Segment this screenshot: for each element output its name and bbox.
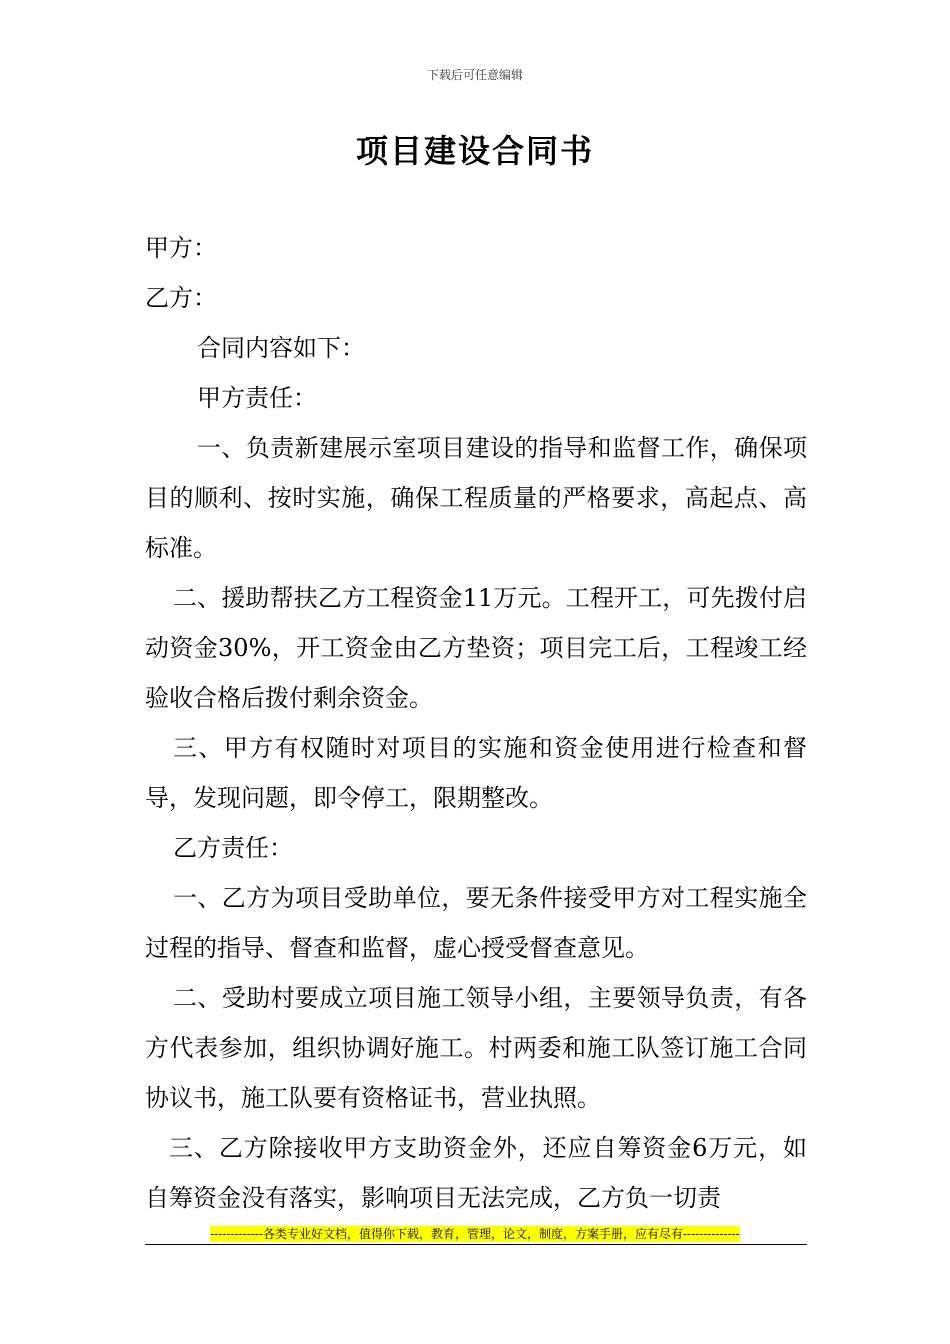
footer-divider: [145, 1244, 807, 1245]
intro-line: 合同内容如下：: [197, 334, 365, 362]
party-a-clause-2: 二、援助帮扶乙方工程资金11万元。工程开工，可先拨付启动资金30%，开工资金由乙方垫资；项目完工后，工程竣工经验收合格后拨付剩余资金。: [145, 584, 807, 712]
party-b-clause-3: 三、乙方除接收甲方支助资金外，还应自筹资金6万元，如自筹资金没有落实，影响项目无法完成，乙方负一切责: [145, 1134, 807, 1212]
party-a-responsibility-heading: 甲方责任：: [197, 384, 317, 412]
party-b-clause-2: 二、受助村要成立项目施工领导小组，主要领导负责，有各方代表参加，组织协调好施工。村两委和施工队签订施工合同协议书，施工队要有资格证书，营业执照。: [145, 984, 807, 1112]
party-a-clause-3: 三、甲方有权随时对项目的实施和资金使用进行检查和督导，发现问题，即令停工，限期整改。: [145, 734, 807, 812]
header-note: 下载后可任意编辑: [426, 68, 523, 82]
party-b-clause-1: 一、乙方为项目受助单位，要无条件接受甲方对工程实施全过程的指导、督查和监督，虚心授受督查意见。: [145, 884, 807, 962]
document-body: [145, 223, 807, 1223]
party-b-responsibility-heading: 乙方责任：: [173, 834, 293, 862]
party-b-line: 乙方：: [145, 284, 217, 312]
footer-banner: [0, 1225, 950, 1242]
party-a-clause-1: 一、负责新建展示室项目建设的指导和监督工作，确保项目的顺利、按时实施，确保工程质量的严格要求，高起点、高标准。: [145, 434, 807, 562]
document-title: 项目建设合同书: [355, 132, 594, 170]
footer-banner-text: -------------各类专业好文档，值得你下载，教育，管理，论文，制度，方案手册，应有尽有--------------: [210, 1227, 740, 1241]
party-a-line: 甲方：: [145, 234, 217, 262]
